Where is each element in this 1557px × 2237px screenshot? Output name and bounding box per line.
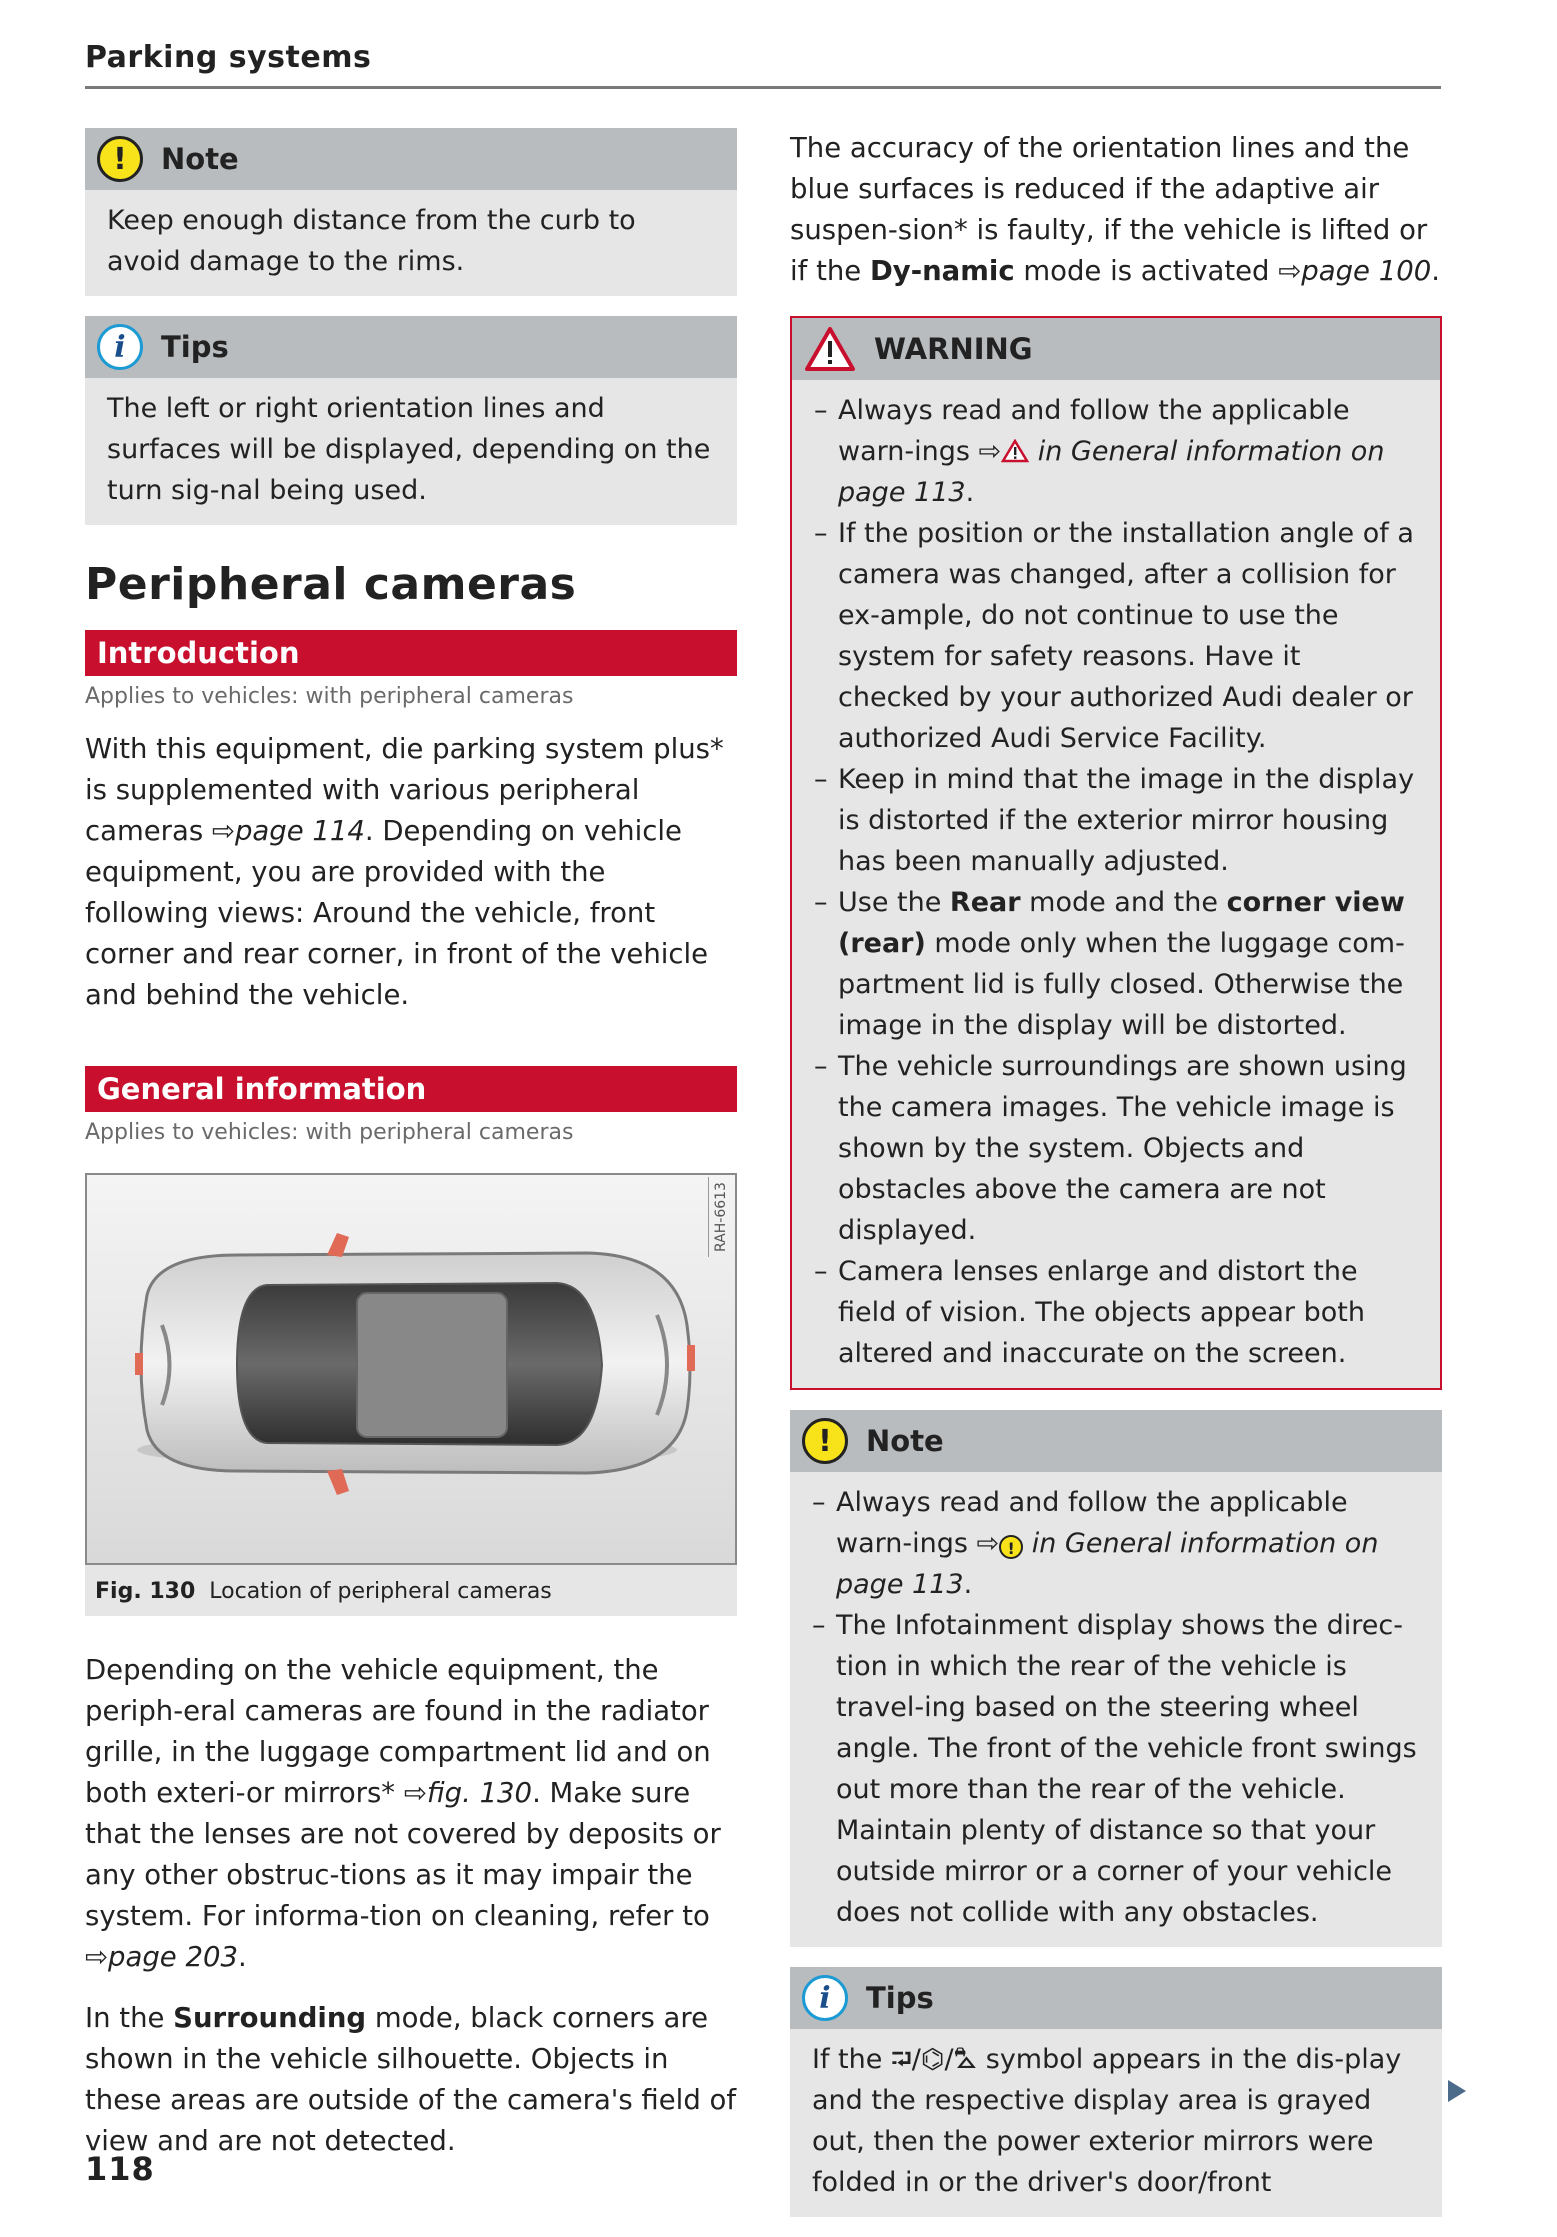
figure-label: Fig. 130 [95,1579,196,1604]
note-header [85,128,737,190]
page-ref-link[interactable]: page 100 [1301,255,1432,287]
car-illustration [87,1175,735,1563]
figure-caption [85,1565,737,1616]
note-label-2: Note [866,1424,944,1458]
ref-arrow-icon: ⇨ [976,1528,1000,1559]
warning-item: – Keep in mind that the image in the display is distorted if the exterior mirror housing has been manually adjusted. [814,759,1418,882]
tips-label-2: Tips [866,1981,934,2015]
tips-header-2 [790,1967,1442,2029]
introduction-paragraph: With this equipment, die parking system plus* is supplemented with various peripheral cameras ⇨page 114. Depending on vehicle equipment, you are provided with the following views: Around the vehicle, front corner and rear corner, in front of the vehicle and behind the vehicle. [85,733,724,1011]
warning-item: – Use the Rear mode and the corner view (rear) mode only when the luggage com-partment lid is fully closed. Otherwise the image in the display will be distorted. [814,882,1418,1046]
warning-item: – Always read and follow the applicable warn-ings ⇨ in General information on page 113. [814,390,1418,513]
right-column [790,128,1442,2237]
figure-ref-link[interactable]: fig. 130 [426,1777,533,1809]
warning-item: – If the position or the installation angle of a camera was changed, after a collision for ex-ample, do not continue to use the system for safety reasons. Have it checked by your authorized Audi dealer or authorized Audi Service Facility. [814,513,1418,759]
section-title: Peripheral cameras [85,559,577,610]
page-number: 118 [85,2150,155,2188]
page-ref-link[interactable]: in General information on page 113 [836,1528,1379,1600]
warning-triangle-icon [804,326,856,372]
page-header [85,40,1441,89]
tips-box-2 [790,1967,1442,2217]
exclamation-icon: ! [97,136,143,182]
note-box [85,128,737,296]
introduction-heading: Introduction [85,630,737,676]
warning-list [814,390,1418,1374]
introduction-applies: Applies to vehicles: with peripheral cameras [85,684,574,709]
note-label: Note [161,142,239,176]
general-info-paragraph-2: In the Surrounding mode, black corners are shown in the vehicle silhouette. Objects in these areas are outside of the camera's field of view and are not detected. [85,2002,737,2157]
tips-text-2: If the ⮒/⌬/⛍ symbol appears in the dis-play and the respective display area is grayed out, then the power exterior mirrors were folded in or the driver's door/front [812,2044,1402,2198]
figure-130 [85,1173,737,1616]
general-info-paragraph-1: Depending on the vehicle equipment, the periph-eral cameras are found in the radiator grille, in the luggage compartment lid and on both exteri-or mirrors* ⇨fig. 130. Make sure that the lenses are not covered by deposits or any other obstruc-tions as it may impair the system. For informa-tion on cleaning, refer to ⇨page 203. [85,1654,721,1973]
note-item: – The Infotainment display shows the direc-tion in which the rear of the vehicle is travel-ing based on the steering wheel angle. The front of the vehicle front swings out more than the rear of the vehicle. Maintain plenty of distance so that your outside mirror or a corner of your vehicle does not collide with any obstacles. [812,1605,1420,1933]
small-warning-icon [1001,439,1029,463]
mirror-symbols-icon: ⮒/⌬/⛍ [890,2044,978,2075]
note-body-2 [790,1472,1442,1947]
note-box-2 [790,1410,1442,1947]
info-icon: i [97,324,143,370]
accuracy-paragraph: The accuracy of the orientation lines and the blue surfaces is reduced if the adaptive air suspen-sion* is faulty, if the vehicle is lifted or if the Dy-namic mode is activated ⇨page 100. [790,132,1440,287]
note-list [812,1482,1420,1933]
tips-header [85,316,737,378]
general-info-heading: General information [85,1066,737,1112]
ref-arrow-icon: ⇨ [85,1941,109,1973]
left-column [85,128,737,2162]
warning-box [790,316,1442,1390]
note-item: – Always read and follow the applicable warn-ings ⇨ ! in General information on page 113. [812,1482,1420,1605]
figure-code: RAH-6613 [708,1177,733,1257]
note-header-2 [790,1410,1442,1472]
note-text: Keep enough distance from the curb to avoid damage to the rims. [107,205,636,277]
tips-label: Tips [161,330,229,364]
general-info-applies: Applies to vehicles: with peripheral cameras [85,1120,574,1145]
warning-item: – The vehicle surroundings are shown using the camera images. The vehicle image is shown by the system. Objects and obstacles above the camera are not displayed. [814,1046,1418,1251]
ref-arrow-icon: ⇨ [403,1777,427,1809]
header-title: Parking systems [85,40,372,75]
next-page-arrow-icon[interactable] [1448,2080,1466,2102]
ref-arrow-icon: ⇨ [1278,255,1302,287]
page-ref-link[interactable]: page 114 [234,815,365,847]
warning-body [792,380,1440,1388]
page-ref-link[interactable]: in General information on page 113 [838,436,1385,508]
small-exclamation-icon: ! [999,1535,1023,1559]
info-icon: i [802,1975,848,2021]
figure-caption-text: Location of peripheral cameras [209,1579,552,1604]
warning-label: WARNING [874,332,1033,366]
page-ref-link[interactable]: page 203 [108,1941,238,1973]
tips-text: The left or right orientation lines and surfaces will be displayed, depending on the turn sig-nal being used. [107,393,711,506]
ref-arrow-icon: ⇨ [978,436,1002,467]
ref-arrow-icon: ⇨ [211,815,235,847]
car-top-view-image [85,1173,737,1565]
exclamation-icon: ! [802,1418,848,1464]
warning-item: – Camera lenses enlarge and distort the field of vision. The objects appear both altered and inaccurate on the screen. [814,1251,1418,1374]
warning-header [792,318,1440,380]
tips-box [85,316,737,525]
